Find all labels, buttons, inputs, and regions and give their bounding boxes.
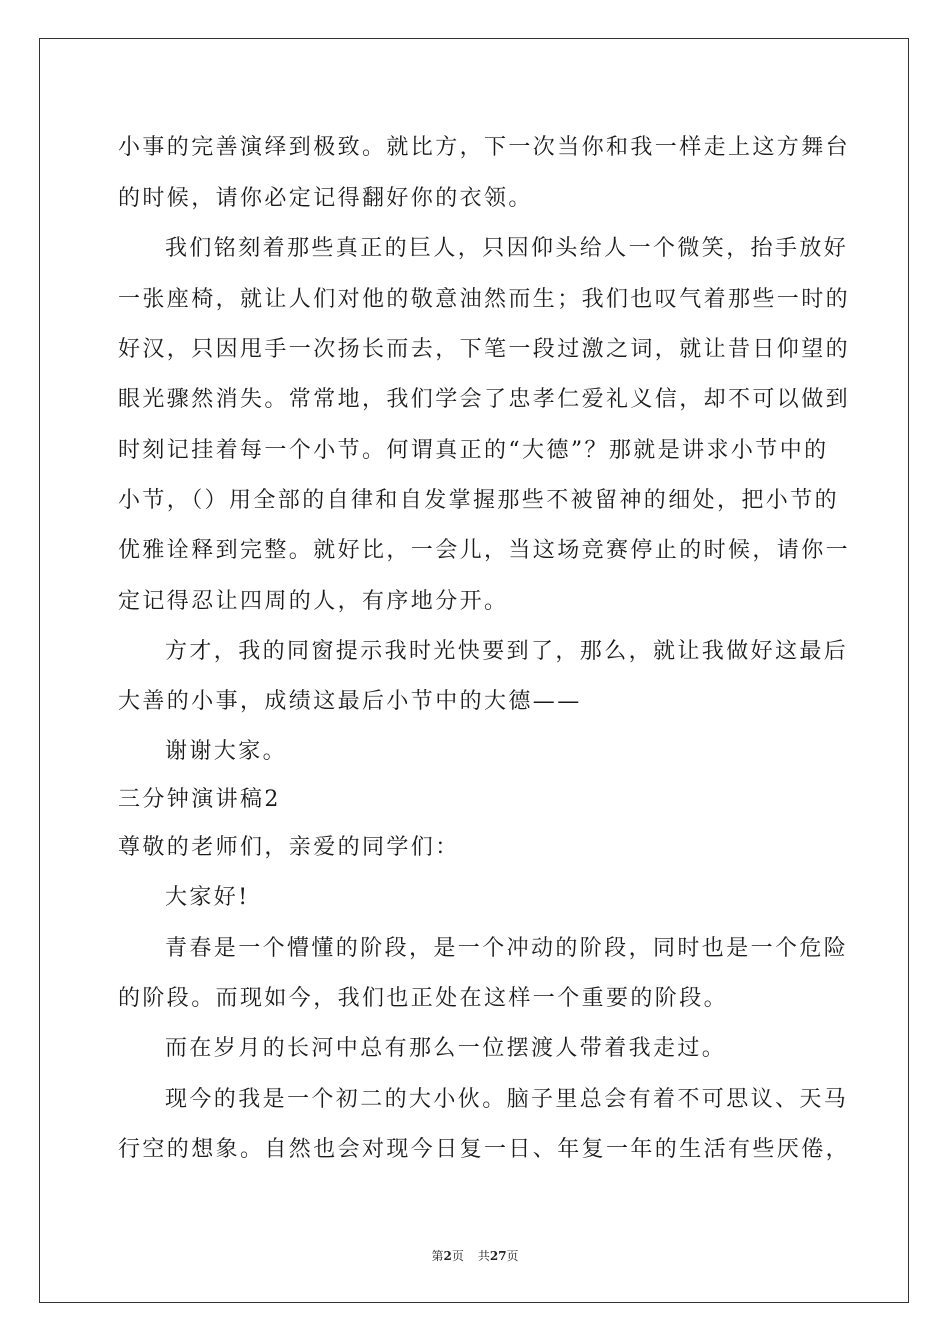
section-title: 三分钟演讲稿2: [118, 787, 281, 812]
text-line: 的阶段。而现如今，我们也正处在这样一个重要的阶段。: [118, 986, 729, 1011]
text-line: 大善的小事，成绩这最后小节中的大德——: [118, 689, 582, 714]
text-line: 一张座椅，就让人们对他的敬意油然而生；我们也叹气着那些一时的: [118, 287, 851, 312]
salutation: 尊敬的老师们，亲爱的同学们：: [118, 835, 460, 860]
text-line: 定记得忍让四周的人，有序地分开。: [118, 589, 509, 614]
text-line: 眼光骤然消失。常常地，我们学会了忠孝仁爱礼义信，却不可以做到: [118, 387, 851, 412]
text-line: 小节，（）用全部的自律和自发掌握那些不被留神的细处，把小节的: [118, 488, 840, 513]
footer-page-suffix: 页: [451, 1249, 464, 1263]
text-line: 优雅诠释到完整。就好比，一会儿，当这场竞赛停止的时候，请你一: [118, 538, 851, 563]
text-line: 好汉，只因甩手一次扬长而去，下笔一段过激之词，就让昔日仰望的: [118, 337, 851, 362]
footer-total-prefix: 共: [477, 1249, 490, 1263]
paragraph-start: 而在岁月的长河中总有那么一位摆渡人带着我走过。: [165, 1036, 727, 1061]
text-line: 时刻记挂着每一个小节。何谓真正的“大德”？那就是讲求小节中的: [118, 438, 829, 463]
footer-prefix: 第: [431, 1249, 444, 1263]
paragraph-start: 青春是一个懵懂的阶段，是一个冲动的阶段，同时也是一个危险: [165, 936, 849, 961]
paragraph-start: 方才，我的同窗提示我时光快要到了，那么，就让我做好这最后: [165, 639, 849, 664]
greeting: 大家好!: [165, 885, 250, 910]
paragraph-start: 现今的我是一个初二的大小伙。脑子里总会有着不可思议、天马: [165, 1087, 849, 1112]
footer-total-suffix: 页: [506, 1249, 519, 1263]
total-pages-number: 27: [489, 1249, 507, 1263]
current-page-number: 2: [443, 1249, 452, 1263]
text-line: 行空的想象。自然也会对现今日复一日、年复一年的生活有些厌倦，: [118, 1137, 851, 1162]
closing-line: 谢谢大家。: [165, 739, 288, 764]
page-footer: [0, 1247, 950, 1264]
text-line: 的时候，请你必定记得翻好你的衣领。: [118, 186, 533, 211]
text-line: 小事的完善演绎到极致。就比方，下一次当你和我一样走上这方舞台: [118, 135, 851, 160]
paragraph-start: 我们铭刻着那些真正的巨人，只因仰头给人一个微笑，抬手放好: [165, 236, 849, 261]
